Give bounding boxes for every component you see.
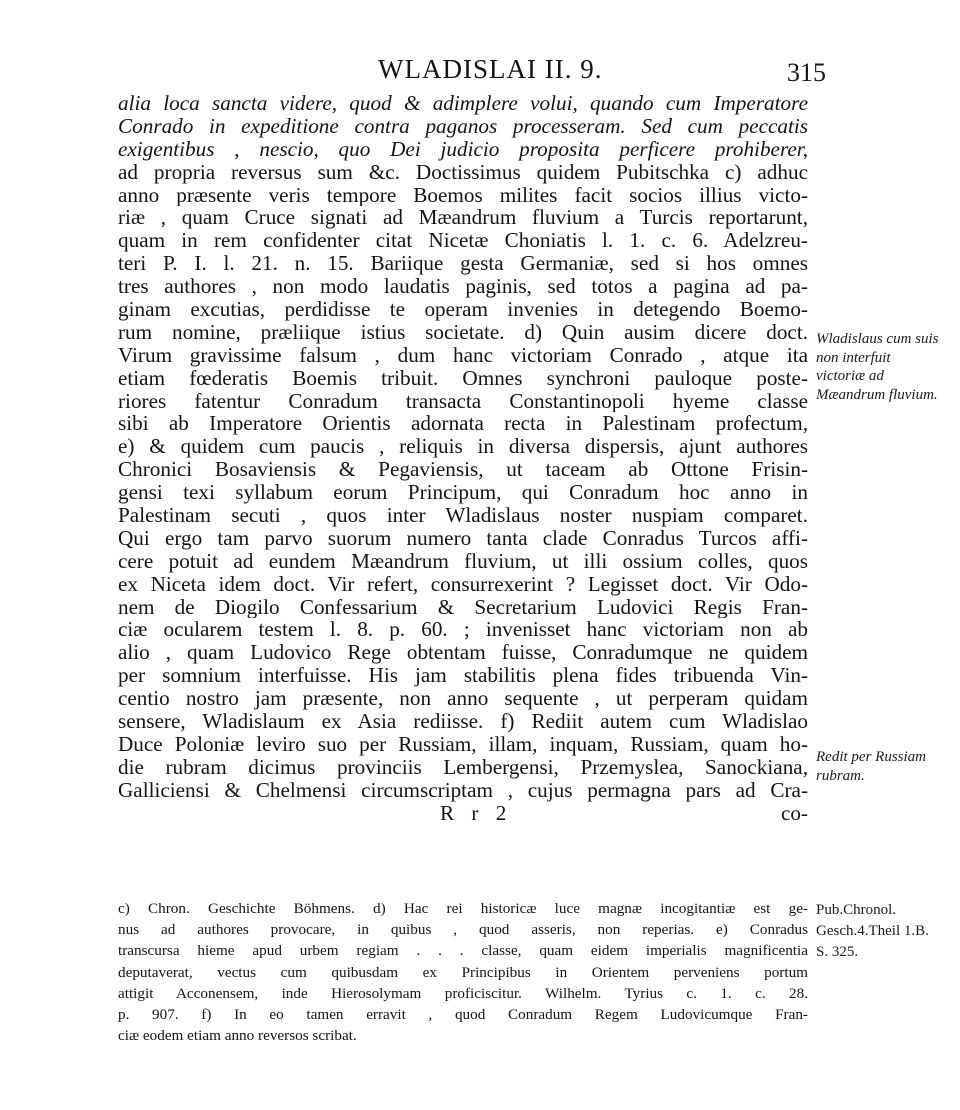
text-line: teri P. I. l. 21. n. 15. Bariique gesta Germaniæ, sed si hos omnes (118, 252, 808, 276)
signature-line (118, 802, 808, 825)
text-line: ciæ ocularem testem l. 8. p. 60. ; invenisset hanc victoriam non ab (118, 618, 808, 642)
footnotes (118, 898, 808, 1046)
page-number: 315 (787, 58, 826, 87)
text-line: centio nostro jam præsente, non anno sequente , ut perperam quidam (118, 687, 808, 711)
text-line: anno præsente veris tempore Boemos milites facit socios illius victo- (118, 183, 808, 207)
footnote-line: deputaverat, vectus cum quibusdam ex Principibus in Orientem perveniens portum (118, 963, 808, 981)
text-line: rum nomine, præliique istius societate. d) Quin ausim dicere doct. (118, 320, 808, 344)
footnote-line: nus ad authores provocare, in quibus , quod asseris, non reperias. e) Conradus (118, 921, 808, 939)
running-title: WLADISLAI II. 9. (378, 54, 603, 84)
text-line: per somnium interfuisse. His jam stabilitis plena fides tribuenda Vin- (118, 664, 808, 688)
text-line: sibi ab Imperatore Orientis adornata recta in Palestinam profectum, (118, 412, 808, 436)
text-line: die rubram dicimus provinciis Lembergensi, Przemyslea, Sanockiana, (118, 755, 808, 779)
catchword: co- (780, 800, 808, 825)
text-line: ginam excutias, perdidisse te operam invenies in detegendo Boemo- (118, 298, 808, 321)
text-line: riores fatentur Conradum transacta Constantinopoli hyeme classe (118, 389, 808, 413)
text-line: alia loca sancta videre, quod & adimplere volui, quando cum Imperatore (118, 92, 808, 115)
text-line: nem de Diogilo Confessarium & Secretarium Ludovici Regis Fran- (118, 595, 808, 619)
footnote-line: c) Chron. Geschichte Böhmens. d) Hac rei historicæ luce magnæ incogitantiæ est ge- (118, 900, 808, 917)
text-line: Qui ergo tam parvo suorum numero tanta clade Conradus Turcos affi- (118, 526, 808, 550)
text-line: cere potuit ad eundem Mæandrum fluvium, ut illi ossium colles, quos (118, 549, 808, 573)
text-line: ex Niceta idem doct. Vir refert, consurrexerint ? Legisset doct. Vir Odo- (118, 572, 808, 596)
text-line: riæ , quam Cruce signati ad Mæandrum fluvium a Turcis reportarunt, (118, 206, 808, 230)
text-line: e) & quidem cum paucis , reliquis in diversa dispersis, ajunt authores (118, 435, 808, 459)
text-line: alio , quam Ludovico Rege obtentam fuisse, Conradumque ne quidem (118, 641, 808, 665)
text-line: Virum gravissime falsum , dum hanc victoriam Conrado , atque ita (118, 343, 808, 367)
page-header (0, 54, 960, 94)
main-text (118, 92, 808, 825)
text-line: Conrado in expeditione contra paganos processeram. Sed cum peccatis (118, 114, 808, 138)
footnote-line: transcursa hieme apud urbem regiam . . . classe, quam eidem imperialis magnificentia (118, 942, 808, 960)
text-line: Galliciensi & Chelmensi circumscriptam , cujus permagna pars ad Cra- (118, 778, 808, 802)
footnote-line: ciæ eodem etiam anno reversos scribat. (118, 1027, 357, 1045)
text-line: gensi texi syllabum eorum Principum, qui Conradum hoc anno in (118, 481, 808, 505)
text-line: etiam fœderatis Boemis tribuit. Omnes synchroni pauloque poste- (118, 366, 808, 390)
text-line: ad propria reversus sum &c. Doctissimus quidem Pubitschka c) adhuc (118, 160, 808, 184)
signature-mark: R r 2 (440, 800, 513, 825)
text-line: tres authores , non modo laudatis paginis, sed totos a pagina ad pa- (118, 275, 808, 299)
text-line: Duce Poloniæ leviro suo per Russiam, illam, inquam, Russiam, quam ho- (118, 732, 808, 756)
footnote-line: attigit Acconensem, inde Hierosolymam proficiscitur. Wilhelm. Tyrius c. 1. c. 28. (118, 984, 808, 1002)
footnote-line: p. 907. f) In eo tamen erravit , quod Conradum Regem Ludovicumque Fran- (118, 1005, 808, 1023)
text-line: sensere, Wladislaum ex Asia rediisse. f) Rediit autem cum Wladislao (118, 710, 808, 733)
margin-note-victory: Wladislaus cum suis non interfuit victoriæ ad Mæandrum fluvium. (816, 331, 939, 403)
text-line: Palestinam secuti , quos inter Wladislaus noster nuspiam comparet. (118, 504, 808, 527)
margin-note-russia: Redit per Russiam rubram. (816, 749, 926, 784)
text-line: Chronici Bosaviensis & Pegaviensis, ut taceam ab Ottone Frisin- (118, 458, 808, 482)
text-line: quam in rem confidenter citat Nicetæ Choniatis l. 1. c. 6. Adelzreu- (118, 229, 808, 253)
margin-note-reference: Pub.Chronol. Gesch.4.Theil 1.B. S. 325. (816, 902, 929, 960)
text-line: exigentibus , nescio, quo Dei judicio proposita perficere prohiberer, (118, 137, 808, 161)
